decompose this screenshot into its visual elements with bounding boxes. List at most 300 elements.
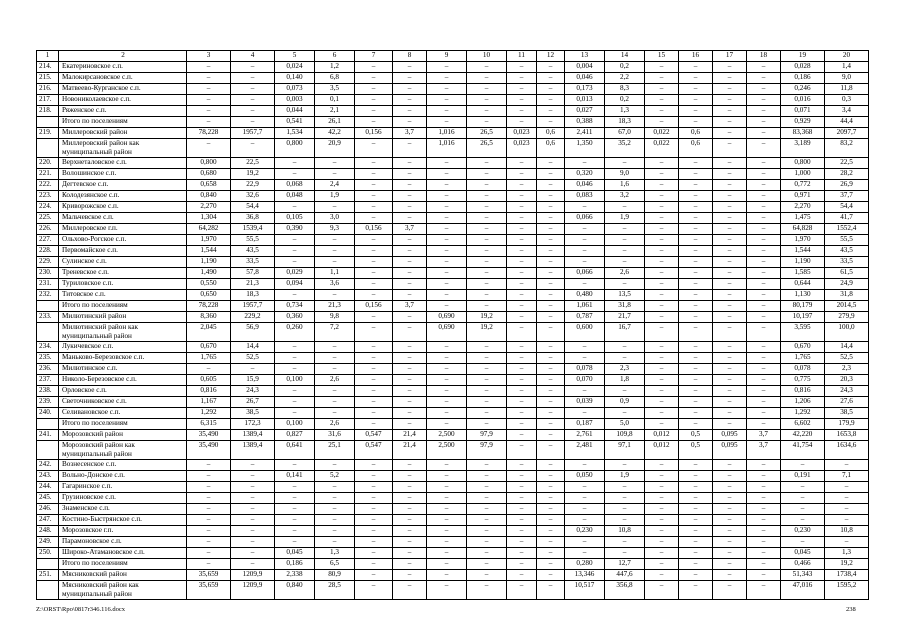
row-number-cell: 232. — [37, 290, 59, 301]
value-cell: – — [315, 257, 355, 268]
value-cell: 0,095 — [713, 441, 747, 460]
row-number-cell: 234. — [37, 342, 59, 353]
table-row — [37, 353, 869, 364]
value-cell: – — [507, 301, 537, 312]
page-number: 238 — [846, 606, 856, 613]
value-cell: – — [427, 386, 467, 397]
value-cell: – — [187, 515, 231, 526]
value-cell: 0,023 — [507, 128, 537, 139]
value-cell: – — [713, 139, 747, 158]
value-cell: 2,338 — [275, 570, 315, 581]
value-cell: – — [679, 570, 713, 581]
table-row — [37, 493, 869, 504]
value-cell: 22,5 — [825, 158, 869, 169]
value-cell: 0,140 — [275, 73, 315, 84]
value-cell: – — [507, 246, 537, 257]
value-cell: 7,2 — [315, 323, 355, 342]
value-cell: – — [679, 213, 713, 224]
value-cell: – — [713, 537, 747, 548]
value-cell: – — [393, 246, 427, 257]
table-row — [37, 460, 869, 471]
value-cell: 0,929 — [781, 117, 825, 128]
value-cell: 8,3 — [605, 84, 645, 95]
value-cell: – — [467, 460, 507, 471]
value-cell: 43,5 — [825, 246, 869, 257]
value-cell: – — [355, 312, 393, 323]
value-cell: 0,022 — [645, 128, 679, 139]
value-cell: 2,411 — [565, 128, 605, 139]
value-cell: – — [467, 515, 507, 526]
value-cell: 10,517 — [565, 581, 605, 600]
value-cell: – — [467, 117, 507, 128]
row-name-cell: Николо-Березовское с.п. — [59, 375, 187, 386]
value-cell: – — [427, 301, 467, 312]
value-cell: 0,173 — [565, 84, 605, 95]
value-cell: – — [747, 290, 781, 301]
value-cell: – — [645, 268, 679, 279]
value-cell: – — [355, 290, 393, 301]
row-name-cell: Итого по поселениям — [59, 559, 187, 570]
value-cell: 1,6 — [605, 180, 645, 191]
value-cell: 1,000 — [781, 169, 825, 180]
row-number-cell: 248. — [37, 526, 59, 537]
value-cell: – — [747, 117, 781, 128]
value-cell: – — [645, 191, 679, 202]
value-cell: – — [605, 493, 645, 504]
value-cell: 0,5 — [679, 441, 713, 460]
value-cell: 2,2 — [605, 73, 645, 84]
value-cell: – — [355, 548, 393, 559]
value-cell: – — [393, 548, 427, 559]
header-cell: 1 — [37, 51, 59, 62]
value-cell: 0,775 — [781, 375, 825, 386]
row-name-cell: Мальчевское с.п. — [59, 213, 187, 224]
value-cell: – — [713, 353, 747, 364]
value-cell: 0,078 — [565, 364, 605, 375]
value-cell: 1595,2 — [825, 581, 869, 600]
value-cell: 0,670 — [781, 342, 825, 353]
row-number-cell: 221. — [37, 169, 59, 180]
value-cell: – — [747, 73, 781, 84]
value-cell: 0,156 — [355, 224, 393, 235]
value-cell: – — [427, 548, 467, 559]
value-cell: – — [315, 408, 355, 419]
value-cell: 1,016 — [427, 139, 467, 158]
value-cell: 44,4 — [825, 117, 869, 128]
value-cell: 3,7 — [747, 441, 781, 460]
value-cell: – — [565, 224, 605, 235]
row-number-cell: 226. — [37, 224, 59, 235]
value-cell: – — [507, 460, 537, 471]
value-cell: – — [679, 246, 713, 257]
value-cell: 0,787 — [565, 312, 605, 323]
value-cell: – — [187, 117, 231, 128]
value-cell: – — [315, 504, 355, 515]
value-cell: – — [645, 548, 679, 559]
value-cell: – — [507, 191, 537, 202]
value-cell: 54,4 — [825, 202, 869, 213]
value-cell: – — [231, 139, 275, 158]
row-number-cell: 246. — [37, 504, 59, 515]
table-row — [37, 581, 869, 600]
row-number-cell: 219. — [37, 128, 59, 139]
value-cell: – — [355, 526, 393, 537]
value-cell: 0,095 — [713, 430, 747, 441]
value-cell: 0,230 — [565, 526, 605, 537]
value-cell: – — [645, 73, 679, 84]
value-cell: 28,5 — [315, 581, 355, 600]
header-cell: 2 — [59, 51, 187, 62]
value-cell: 0,800 — [275, 139, 315, 158]
value-cell: – — [355, 515, 393, 526]
row-number-cell: 245. — [37, 493, 59, 504]
value-cell: – — [393, 257, 427, 268]
value-cell: – — [679, 526, 713, 537]
value-cell: 8,360 — [187, 312, 231, 323]
row-number-cell: 243. — [37, 471, 59, 482]
value-cell: 20,3 — [825, 375, 869, 386]
value-cell: 52,5 — [825, 353, 869, 364]
value-cell: 1,1 — [315, 268, 355, 279]
row-name-cell: Миллеровский район — [59, 128, 187, 139]
value-cell: – — [355, 246, 393, 257]
value-cell: – — [275, 342, 315, 353]
value-cell: – — [275, 202, 315, 213]
value-cell: 0,644 — [781, 279, 825, 290]
value-cell: 54,4 — [231, 202, 275, 213]
value-cell: – — [507, 268, 537, 279]
value-cell: – — [537, 202, 565, 213]
row-number-cell — [37, 323, 59, 342]
value-cell: – — [713, 323, 747, 342]
value-cell: – — [507, 471, 537, 482]
value-cell: – — [537, 257, 565, 268]
value-cell: – — [645, 408, 679, 419]
value-cell: 0,670 — [187, 342, 231, 353]
value-cell: 7,1 — [825, 471, 869, 482]
value-cell: 11,8 — [825, 84, 869, 95]
value-cell: – — [467, 548, 507, 559]
value-cell: – — [679, 397, 713, 408]
value-cell: 0,800 — [781, 158, 825, 169]
value-cell: – — [713, 570, 747, 581]
value-cell: 97,1 — [605, 441, 645, 460]
value-cell: – — [713, 559, 747, 570]
value-cell: 5,2 — [315, 471, 355, 482]
value-cell: 9,0 — [825, 73, 869, 84]
value-cell: – — [679, 323, 713, 342]
value-cell: – — [537, 386, 565, 397]
row-name-cell: Ольхово-Рогское с.п. — [59, 235, 187, 246]
value-cell: – — [713, 246, 747, 257]
value-cell: – — [605, 202, 645, 213]
value-cell: – — [275, 257, 315, 268]
value-cell: 9,3 — [315, 224, 355, 235]
value-cell: – — [427, 397, 467, 408]
value-cell: 100,0 — [825, 323, 869, 342]
value-cell: 37,7 — [825, 191, 869, 202]
value-cell: – — [565, 515, 605, 526]
value-cell: 2097,7 — [825, 128, 869, 139]
value-cell: – — [355, 106, 393, 117]
value-cell: 31,8 — [605, 301, 645, 312]
header-cell: 16 — [679, 51, 713, 62]
table-row — [37, 279, 869, 290]
value-cell: – — [231, 62, 275, 73]
value-cell: – — [565, 158, 605, 169]
value-cell: – — [747, 504, 781, 515]
value-cell: 0,050 — [565, 471, 605, 482]
value-cell: – — [679, 342, 713, 353]
value-cell: – — [427, 353, 467, 364]
value-cell: 0,016 — [781, 95, 825, 106]
value-cell: – — [355, 471, 393, 482]
value-cell: – — [679, 548, 713, 559]
value-cell: – — [679, 493, 713, 504]
value-cell: 18,3 — [605, 117, 645, 128]
row-name-cell: Гагаринское с.п. — [59, 482, 187, 493]
row-number-cell — [37, 581, 59, 600]
row-name-cell: Милютинское с.п. — [59, 364, 187, 375]
value-cell: – — [315, 364, 355, 375]
value-cell: 21,4 — [393, 430, 427, 441]
value-cell: – — [355, 493, 393, 504]
value-cell: 1,544 — [187, 246, 231, 257]
value-cell: – — [393, 235, 427, 246]
value-cell: – — [605, 342, 645, 353]
value-cell: 6,602 — [781, 419, 825, 430]
value-cell: 35,490 — [187, 430, 231, 441]
value-cell: 1,3 — [825, 548, 869, 559]
value-cell: – — [507, 397, 537, 408]
value-cell: – — [315, 353, 355, 364]
value-cell: – — [537, 548, 565, 559]
value-cell: – — [507, 386, 537, 397]
value-cell: – — [825, 537, 869, 548]
value-cell: – — [605, 257, 645, 268]
value-cell: – — [355, 581, 393, 600]
value-cell: – — [747, 312, 781, 323]
row-name-cell: Туриловское с.п. — [59, 279, 187, 290]
row-number-cell: 239. — [37, 397, 59, 408]
value-cell: 33,5 — [825, 257, 869, 268]
value-cell: – — [713, 342, 747, 353]
value-cell: – — [427, 117, 467, 128]
value-cell: – — [747, 515, 781, 526]
value-cell: 1,167 — [187, 397, 231, 408]
value-cell: – — [713, 581, 747, 600]
value-cell: 31,6 — [315, 430, 355, 441]
value-cell: – — [427, 235, 467, 246]
value-cell: 78,228 — [187, 128, 231, 139]
value-cell: 3,7 — [393, 301, 427, 312]
value-cell: – — [507, 213, 537, 224]
value-cell: 2,6 — [605, 268, 645, 279]
value-cell: – — [507, 235, 537, 246]
value-cell: – — [645, 537, 679, 548]
value-cell: 0,141 — [275, 471, 315, 482]
value-cell: 10,8 — [825, 526, 869, 537]
value-cell: – — [467, 235, 507, 246]
row-number-cell: 247. — [37, 515, 59, 526]
table-row — [37, 323, 869, 342]
header-cell: 5 — [275, 51, 315, 62]
row-name-cell: Титовское с.п. — [59, 290, 187, 301]
value-cell: 0,022 — [645, 139, 679, 158]
value-cell: – — [679, 581, 713, 600]
value-cell: – — [713, 301, 747, 312]
row-name-cell: Морозовский район — [59, 430, 187, 441]
value-cell: 0,191 — [781, 471, 825, 482]
value-cell: – — [315, 290, 355, 301]
value-cell: – — [565, 548, 605, 559]
table-row — [37, 471, 869, 482]
value-cell: – — [187, 482, 231, 493]
value-cell: – — [713, 312, 747, 323]
value-cell: 1,130 — [781, 290, 825, 301]
value-cell: – — [427, 213, 467, 224]
value-cell: – — [537, 471, 565, 482]
value-cell: – — [467, 180, 507, 191]
value-cell: – — [427, 419, 467, 430]
value-cell: – — [275, 504, 315, 515]
value-cell: 35,659 — [187, 581, 231, 600]
value-cell: 1,970 — [187, 235, 231, 246]
value-cell: 1,2 — [315, 62, 355, 73]
value-cell: 0,068 — [275, 180, 315, 191]
value-cell: – — [355, 169, 393, 180]
value-cell: – — [507, 419, 537, 430]
row-number-cell: 250. — [37, 548, 59, 559]
value-cell: – — [713, 386, 747, 397]
value-cell: – — [565, 493, 605, 504]
value-cell: – — [231, 537, 275, 548]
row-number-cell: 251. — [37, 570, 59, 581]
row-name-cell: Широко-Атамановское с.п. — [59, 548, 187, 559]
value-cell: – — [507, 62, 537, 73]
row-number-cell — [37, 559, 59, 570]
row-name-cell: Милютинский район — [59, 312, 187, 323]
table-row — [37, 441, 869, 460]
value-cell: 0,800 — [187, 158, 231, 169]
row-name-cell: Мясниковский район — [59, 570, 187, 581]
value-cell: 0,650 — [187, 290, 231, 301]
row-number-cell: 230. — [37, 268, 59, 279]
value-cell: – — [467, 257, 507, 268]
value-cell: – — [645, 180, 679, 191]
value-cell: 0,6 — [679, 139, 713, 158]
value-cell: – — [645, 375, 679, 386]
header-cell: 8 — [393, 51, 427, 62]
value-cell: 2,481 — [565, 441, 605, 460]
value-cell: – — [565, 353, 605, 364]
row-number-cell: 220. — [37, 158, 59, 169]
value-cell: – — [679, 202, 713, 213]
value-cell: – — [315, 235, 355, 246]
value-cell: – — [467, 397, 507, 408]
value-cell: – — [713, 73, 747, 84]
value-cell: 0,078 — [781, 364, 825, 375]
value-cell: 0,2 — [605, 62, 645, 73]
value-cell: 21,3 — [315, 301, 355, 312]
value-cell: – — [747, 548, 781, 559]
table-row — [37, 224, 869, 235]
value-cell: 19,2 — [825, 559, 869, 570]
value-cell: – — [275, 515, 315, 526]
row-name-cell: Селивановское с.п. — [59, 408, 187, 419]
value-cell: – — [393, 180, 427, 191]
value-cell: – — [393, 397, 427, 408]
value-cell: 55,5 — [825, 235, 869, 246]
value-cell: – — [467, 224, 507, 235]
value-cell: – — [713, 191, 747, 202]
value-cell: – — [679, 117, 713, 128]
value-cell: – — [275, 290, 315, 301]
value-cell: – — [315, 246, 355, 257]
value-cell: – — [355, 62, 393, 73]
header-cell: 12 — [537, 51, 565, 62]
table-row — [37, 235, 869, 246]
value-cell: – — [713, 548, 747, 559]
value-cell: 21,4 — [393, 441, 427, 460]
row-name-cell: Итого по поселениям — [59, 301, 187, 312]
value-cell: – — [355, 386, 393, 397]
value-cell: 5,0 — [605, 419, 645, 430]
table-row — [37, 364, 869, 375]
value-cell: – — [275, 397, 315, 408]
value-cell: – — [467, 504, 507, 515]
table-row — [37, 537, 869, 548]
value-cell: – — [781, 482, 825, 493]
value-cell: – — [537, 482, 565, 493]
value-cell: – — [825, 460, 869, 471]
value-cell: – — [355, 268, 393, 279]
value-cell: – — [231, 482, 275, 493]
value-cell: 97,9 — [467, 441, 507, 460]
value-cell: 0,027 — [565, 106, 605, 117]
value-cell: 0,186 — [275, 559, 315, 570]
value-cell: – — [645, 397, 679, 408]
value-cell: – — [537, 169, 565, 180]
value-cell: – — [467, 301, 507, 312]
value-cell: 35,659 — [187, 570, 231, 581]
value-cell: – — [315, 482, 355, 493]
value-cell: – — [679, 353, 713, 364]
value-cell: – — [605, 386, 645, 397]
value-cell: – — [679, 301, 713, 312]
value-cell: – — [679, 559, 713, 570]
value-cell: – — [231, 364, 275, 375]
value-cell: 1209,9 — [231, 570, 275, 581]
value-cell: – — [187, 106, 231, 117]
value-cell: – — [393, 570, 427, 581]
value-cell: – — [679, 386, 713, 397]
value-cell: – — [747, 375, 781, 386]
value-cell: – — [645, 246, 679, 257]
value-cell: – — [747, 386, 781, 397]
value-cell: – — [355, 191, 393, 202]
value-cell: – — [467, 526, 507, 537]
value-cell: – — [355, 408, 393, 419]
value-cell: – — [747, 279, 781, 290]
value-cell: – — [645, 62, 679, 73]
value-cell: 97,9 — [467, 430, 507, 441]
value-cell: – — [427, 290, 467, 301]
value-cell: – — [355, 353, 393, 364]
value-cell: – — [427, 257, 467, 268]
value-cell: 1,765 — [781, 353, 825, 364]
value-cell: – — [315, 526, 355, 537]
